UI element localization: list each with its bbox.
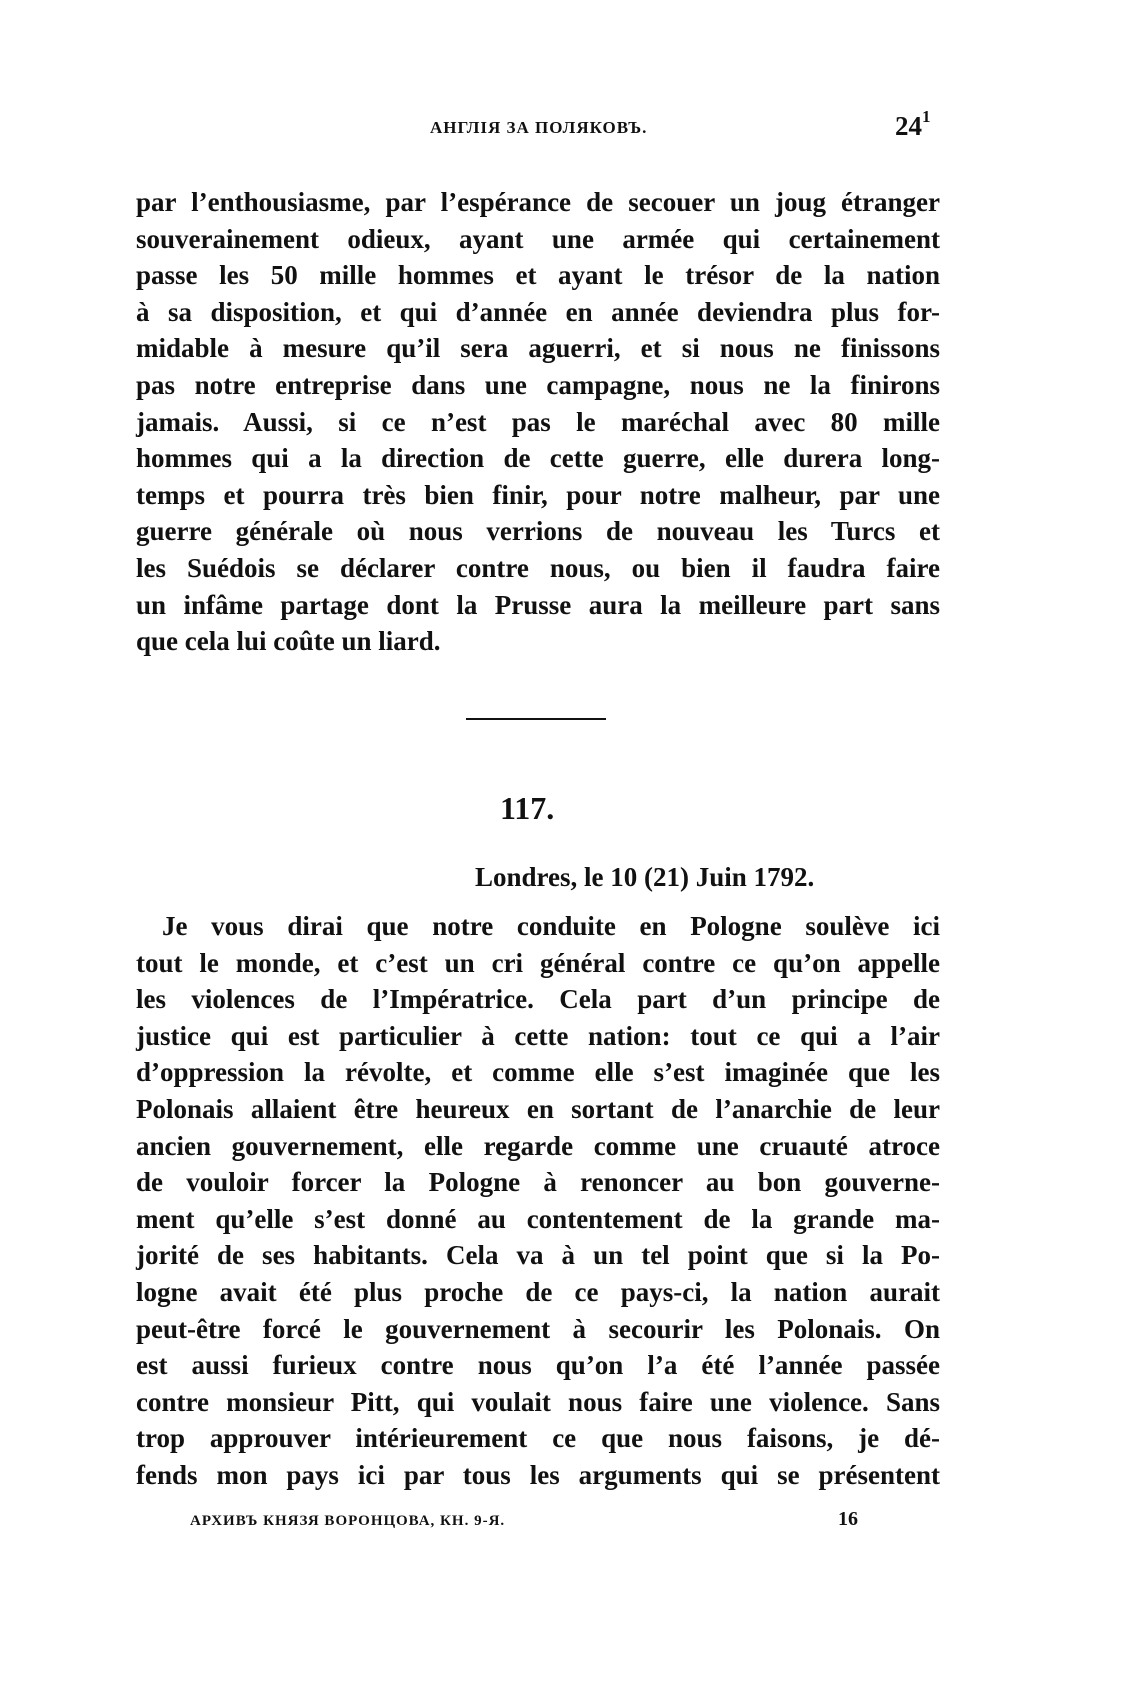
text-line: peut-être forcé le gouvernement à secourir les Polonais. On	[136, 1313, 940, 1344]
running-head: АНГЛІЯ ЗА ПОЛЯКОВЪ.	[430, 118, 648, 137]
text-line: à sa disposition, et qui d’année en année deviendra plus for-	[136, 296, 940, 327]
text-line: Polonais allaient être heureux en sortant de l’anarchie de leur	[136, 1093, 940, 1124]
text-line: guerre générale où nous verrions de nouveau les Turcs et	[136, 516, 940, 547]
letter-dateline: Londres, le 10 (21) Juin 1792.	[475, 862, 815, 892]
page-number-superscript: 1	[922, 107, 931, 126]
text-line: ancien gouvernement, elle regarde comme une cruauté atroce	[136, 1130, 940, 1161]
text-line: logne avait été plus proche de ce pays-ci, la nation aurait	[136, 1276, 940, 1307]
text-line: tout le monde, et c’est un cri général contre ce qu’on appelle	[136, 947, 940, 978]
text-line: fends mon pays ici par tous les arguments qui se présentent	[136, 1459, 940, 1490]
text-line: un infâme partage dont la Prusse aura la meilleure part sans	[136, 589, 940, 620]
page-number-main: 24	[895, 111, 922, 141]
section-divider	[466, 718, 606, 720]
text-line: les Suédois se déclarer contre nous, ou bien il faudra faire	[136, 552, 940, 583]
text-line: d’oppression la révolte, et comme elle s’est imaginée que les	[136, 1057, 940, 1088]
text-line: Je vous dirai que notre conduite en Pologne soulève ici	[162, 911, 940, 941]
text-line: souverainement odieux, ayant une armée qui certainement	[136, 223, 940, 254]
text-line: passe les 50 mille hommes et ayant le trésor de la nation	[136, 260, 940, 291]
text-line: ment qu’elle s’est donné au contentement de la grande ma-	[136, 1203, 940, 1234]
text-line: les violences de l’Impératrice. Cela part d’un principe de	[136, 984, 940, 1015]
letter-body	[136, 908, 940, 1494]
text-line: temps et pourra très bien finir, pour notre malheur, par une	[136, 479, 940, 510]
text-line: est aussi furieux contre nous qu’on l’a été l’année passée	[136, 1350, 940, 1381]
text-line: que cela lui coûte un liard.	[136, 626, 441, 657]
text-line: hommes qui a la direction de cette guerre, elle durera long-	[136, 443, 940, 474]
text-line: jamais. Aussi, si ce n’est pas le maréchal avec 80 mille	[136, 406, 940, 437]
text-line: trop approuver intérieurement ce que nous faisons, je dé-	[136, 1423, 940, 1454]
text-line: contre monsieur Pitt, qui voulait nous faire une violence. Sans	[136, 1386, 940, 1417]
text-line: pas notre entreprise dans une campagne, nous ne la finirons	[136, 369, 940, 400]
footer-signature: АРХИВЪ КНЯЗЯ ВОРОНЦОВА, КН. 9-Я.	[190, 1513, 506, 1529]
continued-text-block	[136, 184, 940, 660]
page-number	[895, 107, 931, 142]
text-line: par l’enthousiasme, par l’espérance de secouer un joug étranger	[136, 187, 940, 217]
text-line: justice qui est particulier à cette nation: tout ce qui a l’air	[136, 1020, 940, 1051]
footer-sheet-number: 16	[838, 1508, 858, 1530]
letter-number: 117.	[500, 790, 555, 826]
text-line: jorité de ses habitants. Cela va à un tel point que si la Po-	[136, 1240, 940, 1271]
text-line: de vouloir forcer la Pologne à renoncer au bon gouverne-	[136, 1167, 940, 1198]
text-line: midable à mesure qu’il sera aguerri, et si nous ne finissons	[136, 333, 940, 364]
